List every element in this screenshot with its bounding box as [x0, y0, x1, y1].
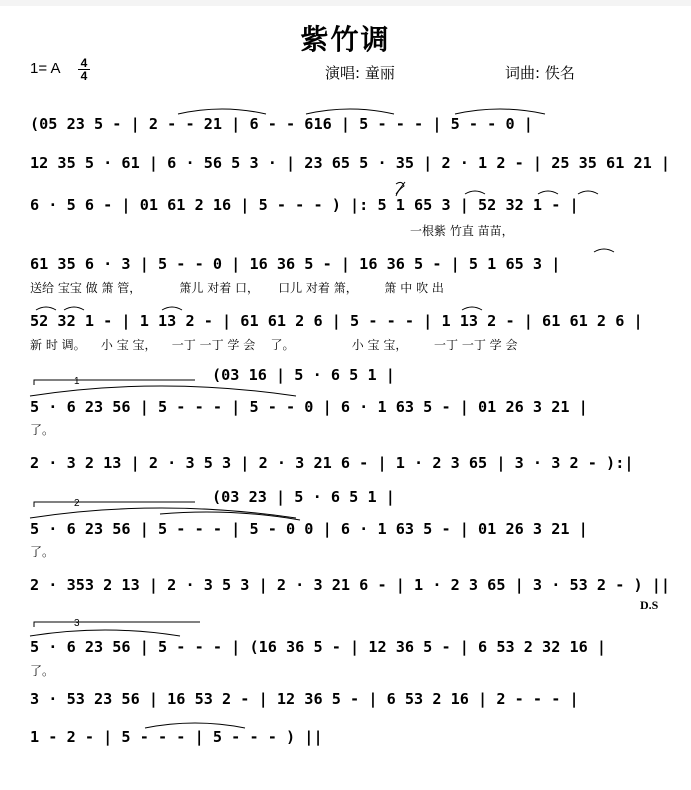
segno-icon	[396, 182, 405, 196]
notation-bridge-1: (03 16 | 5 · 6 5 1 |	[212, 366, 395, 384]
slur	[538, 191, 558, 194]
lyric-line-3: 新 时 调。 小 宝 宝， 一丁 一丁 学 会 了。 小 宝 宝， 一丁 一丁 学 会	[30, 338, 518, 352]
slur	[462, 307, 482, 310]
key-signature: 1= A	[30, 60, 61, 77]
notation-line-9: 2 · 353 2 13 | 2 · 3 5 3 | 2 · 3 21 6 - | 1 · 2 3 65 | 3 · 53 2 - ) ||	[30, 576, 671, 594]
volta-label-3: 3	[74, 618, 80, 629]
lyric-line-6: 了。	[30, 664, 55, 678]
slur	[36, 307, 56, 310]
slur	[162, 307, 182, 310]
slur	[145, 723, 245, 728]
volta-label-2: 2	[74, 498, 80, 509]
volta-label-1: 1	[74, 376, 80, 387]
ds-mark: D.S	[640, 598, 659, 612]
slur	[578, 191, 598, 194]
slur	[455, 109, 545, 114]
notation-line-4: 61 35 6 · 3 | 5 - - 0 | 16 36 5 - | 16 36 5 - | 5 1 65 3 |	[30, 255, 561, 273]
author-credit: 词曲: 佚名	[505, 64, 575, 82]
volta-bracket-2	[34, 502, 195, 507]
notation-line-1: (05 23 5 - | 2 - - 21 | 6 - - 616 | 5 - - - | 5 - - 0 |	[30, 115, 533, 133]
lyric-line-5: 了。	[30, 545, 55, 559]
time-signature-top: 4	[78, 57, 90, 70]
slur	[465, 191, 485, 194]
notation-line-3: 6 · 5 6 - | 01 61 2 16 | 5 - - - ) |: 5 1 65 3 | 52 32 1 - |	[30, 196, 579, 214]
slur	[64, 307, 84, 310]
time-signature-bottom: 4	[80, 69, 88, 83]
notation-line-10: 5 · 6 23 56 | 5 - - - | (16 36 5 - | 12 36 5 - | 6 53 2 32 16 |	[30, 638, 607, 656]
notation-line-6: 5 · 6 23 56 | 5 - - - | 5 - - 0 | 6 · 1 63 5 - | 01 26 3 21 |	[30, 398, 588, 416]
slur	[306, 109, 394, 114]
slur	[178, 109, 266, 114]
lyric-line-1: 一根紫 竹直 苗苗，	[410, 224, 514, 238]
notation-line-7: 2 · 3 2 13 | 2 · 3 5 3 | 2 · 3 21 6 - | 1 · 2 3 65 | 3 · 3 2 - ):|	[30, 454, 634, 472]
slur	[30, 386, 296, 396]
slur	[30, 508, 296, 518]
slur	[594, 249, 614, 252]
notation-line-11: 3 · 53 23 56 | 16 53 2 - | 12 36 5 - | 6 53 2 16 | 2 - - - |	[30, 690, 579, 708]
slur	[30, 630, 180, 636]
volta-bracket-1	[34, 380, 195, 385]
lyric-line-4: 了。	[30, 423, 55, 437]
notation-line-5: 52 32 1 - | 1 13 2 - | 61 61 2 6 | 5 - - - | 1 13 2 - | 61 61 2 6 |	[30, 312, 643, 330]
lyric-line-2: 送给 宝宝 做 箫 管， 箫儿 对着 口， 口儿 对着 箫， 箫 中 吹 出	[30, 281, 444, 295]
notation-line-2: 12 35 5 · 61 | 6 · 56 5 3 · | 23 65 5 · 35 | 2 · 1 2 - | 25 35 61 21 |	[30, 154, 671, 172]
song-title: 紫竹调	[300, 23, 391, 56]
singer-credit: 演唱: 童丽	[325, 64, 395, 82]
notation-line-8: 5 · 6 23 56 | 5 - - - | 5 - 0 0 | 6 · 1 63 5 - | 01 26 3 21 |	[30, 520, 588, 538]
notation-bridge-2: (03 23 | 5 · 6 5 1 |	[212, 488, 395, 506]
volta-bracket-3	[34, 622, 200, 627]
notation-line-12: 1 - 2 - | 5 - - - | 5 - - - ) ||	[30, 728, 323, 746]
